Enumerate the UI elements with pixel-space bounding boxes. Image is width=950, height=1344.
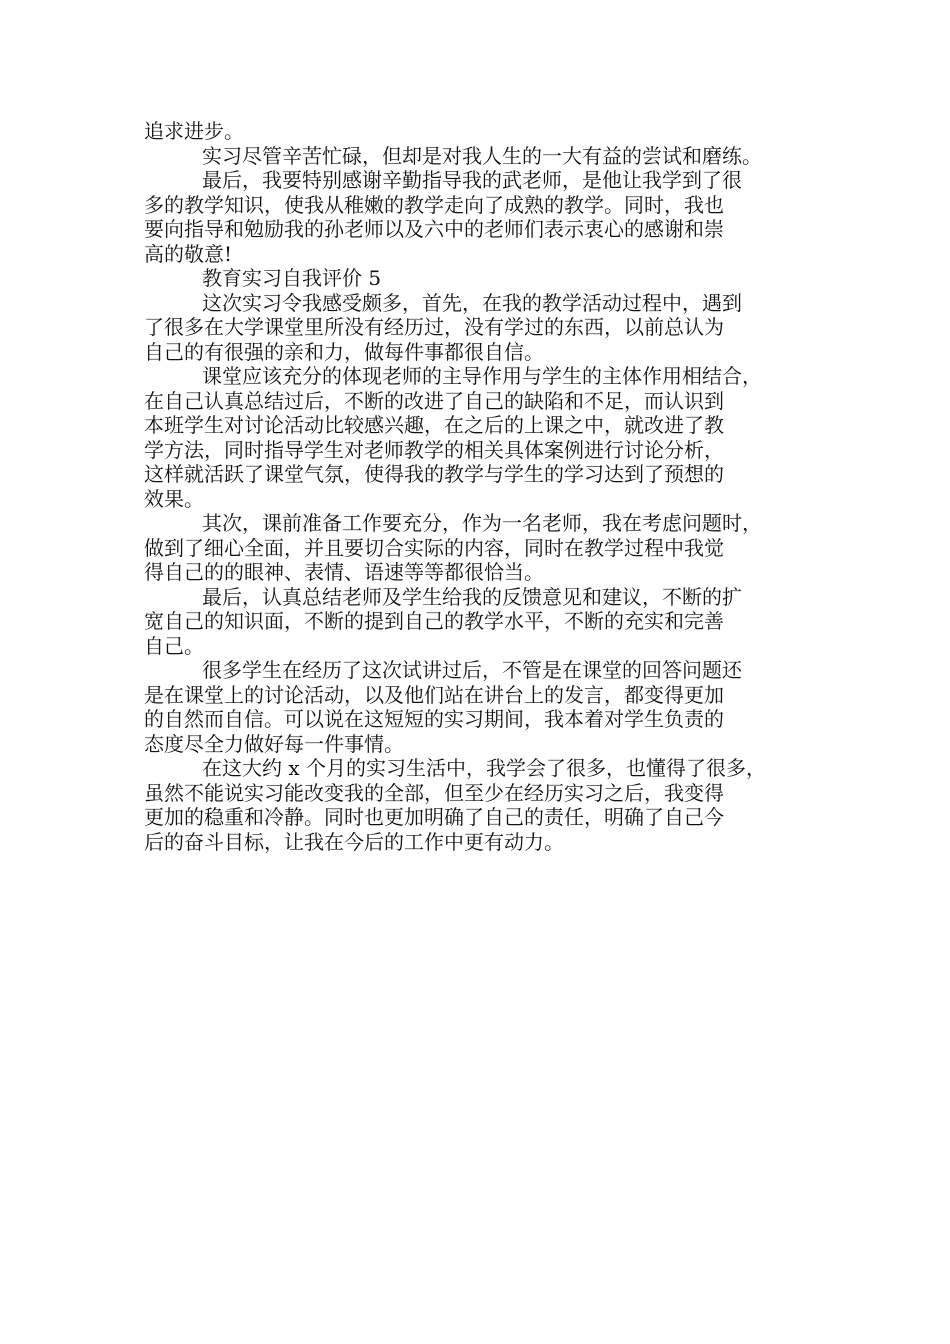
document-body: [144, 119, 820, 854]
text-line: 追求进步。: [144, 119, 244, 143]
text-line: 宽自己的知识面，不断的提到自己的教学水平，不断的充实和完善: [144, 609, 724, 633]
text-line: 自己。: [144, 633, 204, 658]
text-line: 本班学生对讨论活动比较感兴趣，在之后的上课之中，就改进了教: [144, 413, 724, 437]
text-line: 的自然而自信。可以说在这短短的实习期间，我本着对学生负责的: [144, 707, 724, 731]
text-line: 得自己的的眼神、表情、语速等等都很恰当。: [144, 560, 544, 584]
text-line: 课堂应该充分的体现老师的主导作用与学生的主体作用相结合，: [202, 364, 762, 388]
text-line: 做到了细心全面，并且要切合实际的内容，同时在教学过程中我觉: [144, 535, 724, 560]
text-line: 其次，课前准备工作要充分，作为一名老师，我在考虑问题时，: [202, 511, 762, 535]
text-line: 后的奋斗目标，让我在今后的工作中更有动力。: [144, 829, 564, 854]
text-line: 学方法，同时指导学生对老师教学的相关具体案例进行讨论分析，: [144, 437, 724, 462]
section-heading: 教育实习自我评价 5: [202, 266, 382, 290]
text-line: 最后，我要特别感谢辛勤指导我的武老师，是他让我学到了很: [202, 168, 742, 192]
text-line: 要向指导和勉励我的孙老师以及六中的老师们表示衷心的感谢和崇: [144, 217, 724, 241]
text-line: 高的敬意!: [144, 241, 233, 266]
text-line: 这次实习令我感受颇多，首先，在我的教学活动过程中，遇到: [202, 290, 742, 315]
text-line: 在自己认真总结过后，不断的改进了自己的缺陷和不足，而认识到: [144, 388, 724, 413]
text-line: 在这大约 x 个月的实习生活中，我学会了很多，也懂得了很多，: [202, 756, 766, 780]
text-line: 自己的有很强的亲和力，做每件事都很自信。: [144, 339, 544, 364]
text-line: 最后，认真总结老师及学生给我的反馈意见和建议，不断的扩: [202, 584, 742, 609]
text-line: 更加的稳重和冷静。同时也更加明确了自己的责任，明确了自己今: [144, 805, 724, 829]
text-line: 很多学生在经历了这次试讲过后，不管是在课堂的回答问题还: [202, 658, 742, 682]
text-line: 了很多在大学课堂里所没有经历过，没有学过的东西，以前总认为: [144, 315, 724, 339]
text-line: 实习尽管辛苦忙碌，但却是对我人生的一大有益的尝试和磨练。: [202, 143, 762, 168]
text-line: 态度尽全力做好每一件事情。: [144, 731, 404, 756]
text-line: 多的教学知识，使我从稚嫩的教学走向了成熟的教学。同时，我也: [144, 192, 724, 217]
text-line: 虽然不能说实习能改变我的全部，但至少在经历实习之后，我变得: [144, 780, 724, 805]
text-line: 是在课堂上的讨论活动，以及他们站在讲台上的发言，都变得更加: [144, 682, 724, 707]
text-line: 这样就活跃了课堂气氛，使得我的教学与学生的学习达到了预想的: [144, 462, 724, 486]
text-line: 效果。: [144, 486, 204, 511]
